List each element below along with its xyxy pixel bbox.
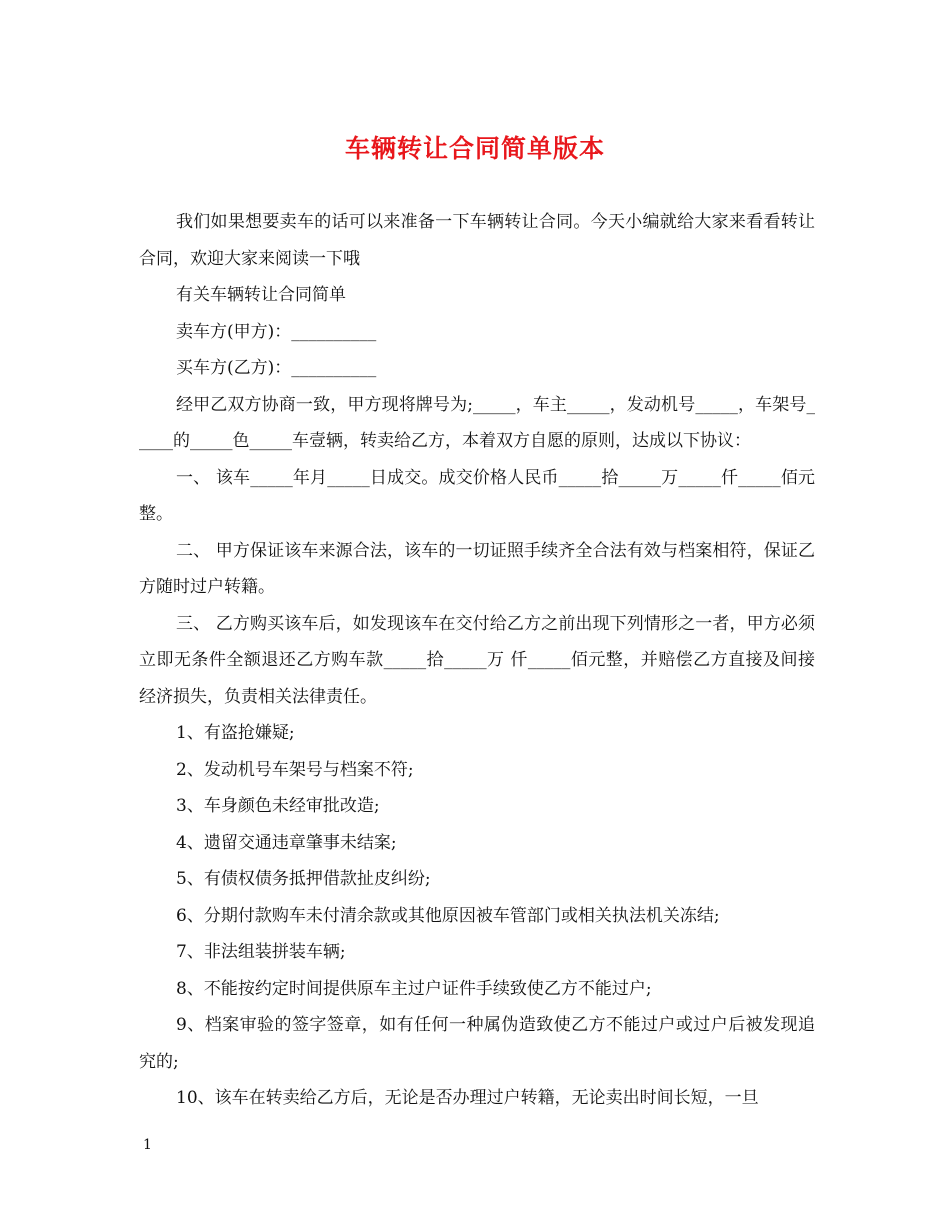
intro-paragraph: 我们如果想要卖车的话可以来准备一下车辆转让合同。今天小编就给大家来看看转让合同，欢迎大家来阅读一下哦 <box>139 212 815 269</box>
list-item: 7、非法组装拼装车辆; <box>176 942 346 962</box>
list-item: 1、有盗抢嫌疑; <box>176 723 295 743</box>
clause-2: 二、 甲方保证该车来源合法，该车的一切证照手续齐全合法有效与档案相符，保证乙方随时过户转籍。 <box>139 540 815 597</box>
list-item: 9、档案审验的签字签章，如有任何一种属伪造致使乙方不能过户或过户后被发现追究的; <box>139 1015 815 1072</box>
clause-3: 三、 乙方购买该车后，如发现该车在交付给乙方之前出现下列情形之一者，甲方必须立即无条件全额退还乙方购车款_____拾_____万 仟_____佰元整，并赔偿乙方直接及间接经济损失，负责相关法律责任。 <box>139 613 815 707</box>
section-heading: 有关车辆转让合同简单 <box>176 285 346 305</box>
list-item: 8、不能按约定时间提供原车主过户证件手续致使乙方不能过户; <box>176 978 652 999</box>
list-item: 5、有债权债务抵押借款扯皮纠纷; <box>176 869 431 889</box>
document-body <box>139 204 815 1117</box>
document-title: 车辆转让合同简单版本 <box>344 134 605 163</box>
list-item: 6、分期付款购车未付清余款或其他原因被车管部门或相关执法机关冻结; <box>176 905 720 926</box>
buyer-line: 买车方(乙方)：__________ <box>176 358 377 378</box>
clause-1: 一、 该车_____年月_____日成交。成交价格人民币_____拾_____万_____仟_____佰元整。 <box>139 467 815 524</box>
page-number: 1 <box>143 1137 152 1153</box>
list-item: 3、车身颜色未经审批改造; <box>176 796 380 816</box>
list-item: 10、该车在转卖给乙方后，无论是否办理过户转籍，无论卖出时间长短，一旦 <box>176 1088 759 1108</box>
list-item: 4、遗留交通违章肇事未结案; <box>176 832 397 853</box>
seller-line: 卖车方(甲方)：__________ <box>176 321 377 342</box>
agreement-preamble: 经甲乙双方协商一致，甲方现将牌号为;_____，车主_____，发动机号_____，车架号_____的_____色_____车壹辆，转卖给乙方，本着双方自愿的原则，达成以下协议： <box>139 394 815 451</box>
list-item: 2、发动机号车架号与档案不符; <box>176 759 414 780</box>
